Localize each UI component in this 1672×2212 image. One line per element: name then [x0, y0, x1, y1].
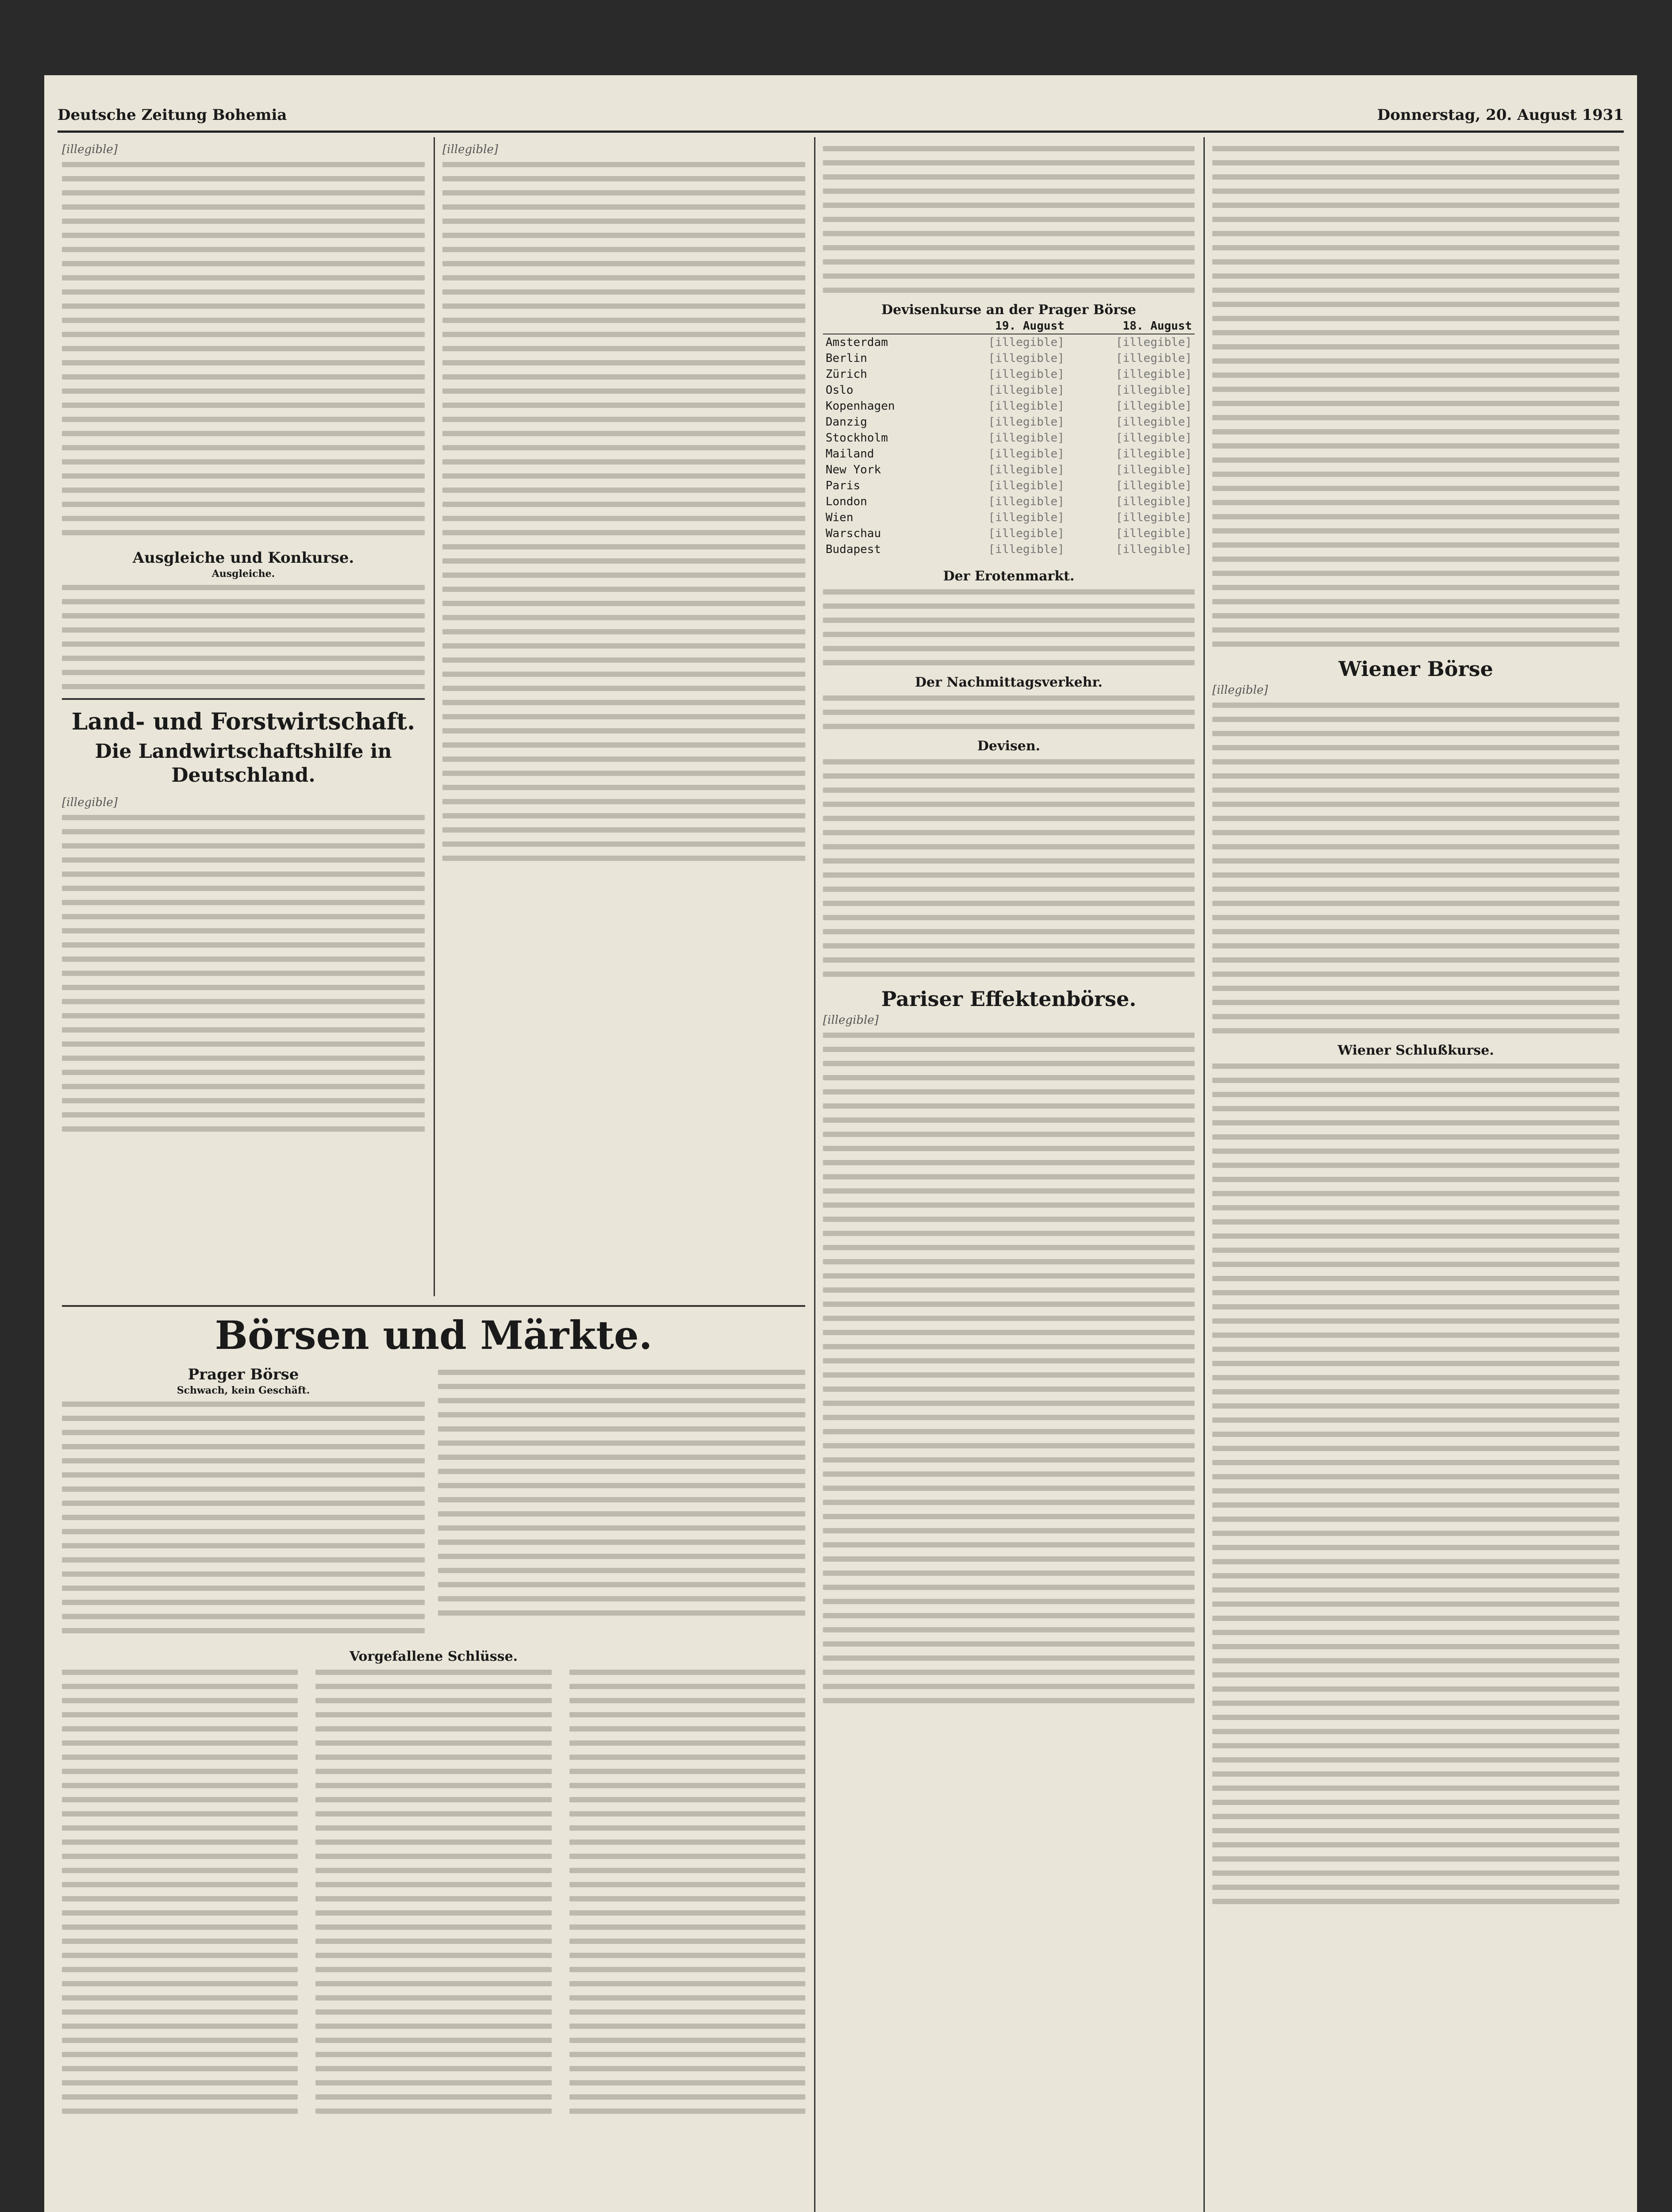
section-heading: Ausgleiche und Konkurse. — [132, 549, 354, 567]
section-subheading: Ausgleiche. — [211, 568, 275, 580]
currency-cell: Berlin — [826, 352, 867, 365]
text-block — [62, 162, 425, 535]
table-row — [823, 446, 1195, 462]
rate-cell: [illegible] — [1115, 368, 1192, 381]
table-header: 18. August — [1067, 319, 1195, 334]
table-title: Devisenkurse an der Prager Börse — [881, 302, 1136, 318]
currency-cell: New York — [826, 463, 881, 476]
column-3 — [823, 142, 1195, 2212]
column-rule — [434, 137, 435, 1296]
rate-cell: [illegible] — [988, 447, 1065, 461]
rate-cell: [illegible] — [988, 495, 1065, 508]
rate-cell: [illegible] — [1115, 495, 1192, 508]
table-header — [823, 319, 940, 334]
rate-cell: [illegible] — [988, 463, 1065, 476]
rate-cell: [illegible] — [1115, 527, 1192, 540]
currency-cell: Mailand — [826, 447, 874, 461]
rate-cell: [illegible] — [988, 431, 1065, 445]
text-block — [823, 1033, 1195, 1703]
table-row — [823, 526, 1195, 541]
header-rule — [58, 131, 1624, 133]
rate-cell: [illegible] — [988, 399, 1065, 413]
currency-cell: Danzig — [826, 415, 867, 429]
rate-cell: [illegible] — [988, 543, 1065, 556]
text-block — [1212, 146, 1619, 647]
article-text: [illegible] — [1212, 684, 1268, 697]
table-row — [823, 334, 1195, 350]
currency-cell: London — [826, 495, 867, 508]
header-right: Donnerstag, 20. August 1931 — [1377, 106, 1624, 124]
header-left: Deutsche Zeitung Bohemia — [58, 106, 287, 124]
table-row — [823, 510, 1195, 526]
column-2 — [442, 142, 805, 1301]
column-rule — [1203, 137, 1205, 2212]
rate-cell: [illegible] — [988, 368, 1065, 381]
rate-cell: [illegible] — [988, 511, 1065, 524]
currency-cell: Budapest — [826, 543, 881, 556]
text-block — [823, 695, 1195, 729]
exchange-rate-table — [823, 319, 1195, 557]
currency-cell: Wien — [826, 511, 853, 524]
table-row — [823, 541, 1195, 557]
newspaper-page — [44, 75, 1637, 2212]
article-title: Die Landwirtschaftshilfe in Deutschland. — [95, 740, 392, 787]
text-block — [442, 162, 805, 861]
text-block — [62, 585, 425, 689]
currency-cell: Oslo — [826, 384, 853, 397]
table-row — [823, 398, 1195, 414]
column-1 — [62, 142, 425, 1301]
rate-cell: [illegible] — [1115, 463, 1192, 476]
text-block — [62, 1402, 425, 1633]
rate-cell: [illegible] — [1115, 336, 1192, 349]
column-rule — [814, 137, 815, 2212]
rate-cell: [illegible] — [988, 352, 1065, 365]
text-block — [1212, 703, 1619, 1033]
table-row — [823, 430, 1195, 446]
text-block — [823, 759, 1195, 977]
article-text: [illegible] — [823, 1014, 879, 1027]
article-text: [illegible] — [442, 143, 498, 156]
markets-section — [62, 1314, 805, 2212]
section-subheading: Schwach, kein Geschäft. — [177, 1385, 310, 1396]
table-row — [823, 494, 1195, 510]
rate-cell: [illegible] — [1115, 352, 1192, 365]
section-heading: Der Erotenmarkt. — [943, 568, 1075, 584]
currency-cell: Zürich — [826, 368, 867, 381]
table-row — [823, 414, 1195, 430]
divider — [62, 1305, 805, 1307]
rate-cell: [illegible] — [1115, 479, 1192, 492]
text-block — [62, 815, 425, 1132]
currency-cell: Amsterdam — [826, 336, 888, 349]
rate-cell: [illegible] — [1115, 511, 1192, 524]
table-row — [823, 382, 1195, 398]
text-block — [823, 146, 1195, 293]
section-heading: Der Nachmittagsverkehr. — [915, 675, 1103, 690]
rate-cell: [illegible] — [988, 479, 1065, 492]
currency-cell: Warschau — [826, 527, 881, 540]
section-heading: Wiener Schlußkurse. — [1338, 1043, 1494, 1058]
section-heading: Wiener Börse — [1338, 657, 1493, 681]
section-heading: Börsen und Märkte. — [215, 1314, 653, 1358]
table-title: Vorgefallene Schlüsse. — [349, 1649, 518, 1664]
section-heading: Devisen. — [977, 738, 1041, 754]
rate-cell: [illegible] — [1115, 431, 1192, 445]
stock-table-block — [1212, 1064, 1619, 1904]
text-block — [438, 1370, 805, 1616]
column-4 — [1212, 142, 1619, 2212]
rate-cell: [illegible] — [988, 336, 1065, 349]
stock-table-block — [62, 1670, 805, 2123]
rate-cell: [illegible] — [1115, 415, 1192, 429]
currency-cell: Stockholm — [826, 431, 888, 445]
rate-cell: [illegible] — [988, 384, 1065, 397]
table-row — [823, 350, 1195, 366]
currency-cell: Kopenhagen — [826, 399, 895, 413]
table-header: 19. August — [940, 319, 1067, 334]
rate-cell: [illegible] — [1115, 543, 1192, 556]
rate-cell: [illegible] — [1115, 384, 1192, 397]
rate-cell: [illegible] — [988, 527, 1065, 540]
section-heading: Land- und Forstwirtschaft. — [71, 708, 415, 735]
rate-cell: [illegible] — [988, 415, 1065, 429]
table-row — [823, 462, 1195, 478]
text-block — [823, 589, 1195, 665]
section-heading: Pariser Effektenbörse. — [881, 987, 1137, 1011]
table-row — [823, 478, 1195, 494]
article-text: [illegible] — [62, 796, 118, 809]
article-text: [illegible] — [62, 143, 118, 156]
currency-cell: Paris — [826, 479, 861, 492]
section-subheading: Prager Börse — [188, 1366, 299, 1383]
rate-cell: [illegible] — [1115, 399, 1192, 413]
rate-cell: [illegible] — [1115, 447, 1192, 461]
page-header — [58, 102, 1624, 128]
divider — [62, 698, 425, 700]
table-row — [823, 366, 1195, 382]
